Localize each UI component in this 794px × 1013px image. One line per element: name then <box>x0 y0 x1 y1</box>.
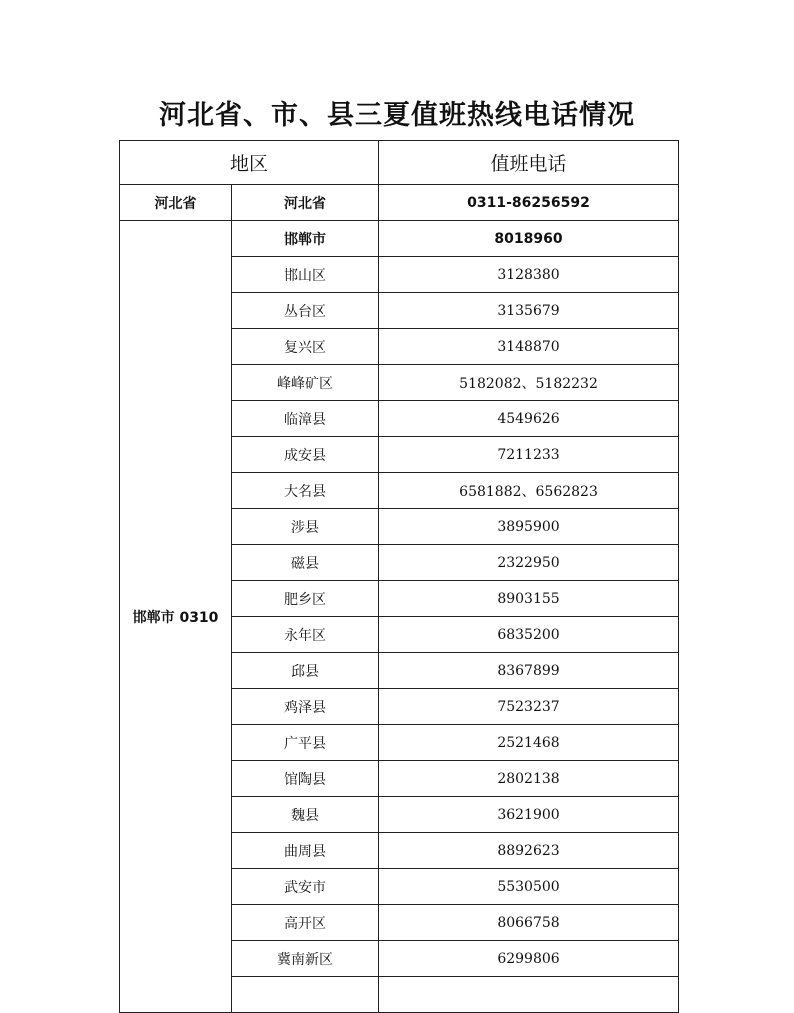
province-phone-cell: 0311-86256592 <box>379 185 679 221</box>
district-name-cell: 武安市 <box>232 869 379 905</box>
district-name-cell: 复兴区 <box>232 329 379 365</box>
district-name-cell: 曲周县 <box>232 833 379 869</box>
district-phone-cell: 2802138 <box>379 761 679 797</box>
district-phone-cell: 6299806 <box>379 941 679 977</box>
district-phone-cell: 8066758 <box>379 905 679 941</box>
header-region: 地区 <box>120 141 379 185</box>
table-row <box>120 221 679 257</box>
district-name-cell: 成安县 <box>232 437 379 473</box>
district-phone-cell: 7523237 <box>379 689 679 725</box>
district-name-cell: 广平县 <box>232 725 379 761</box>
district-phone-cell: 6581882、6562823 <box>379 473 679 509</box>
district-phone-cell: 3621900 <box>379 797 679 833</box>
district-name-cell: 馆陶县 <box>232 761 379 797</box>
page-title: 河北省、市、县三夏值班热线电话情况 <box>159 100 635 131</box>
district-name-cell: 高开区 <box>232 905 379 941</box>
city-cell: 邯郸市 0310 <box>120 221 232 1013</box>
district-phone-cell: 8018960 <box>379 221 679 257</box>
district-name-cell: 邯山区 <box>232 257 379 293</box>
district-name-cell: 峰峰矿区 <box>232 365 379 401</box>
district-name-cell: 魏县 <box>232 797 379 833</box>
table-body <box>120 141 679 1013</box>
district-name-cell: 大名县 <box>232 473 379 509</box>
district-phone-cell: 3148870 <box>379 329 679 365</box>
district-phone-cell: 3895900 <box>379 509 679 545</box>
district-phone-cell: 8892623 <box>379 833 679 869</box>
district-phone-cell: 8367899 <box>379 653 679 689</box>
district-name-cell: 永年区 <box>232 617 379 653</box>
province-row <box>120 185 679 221</box>
hotline-table <box>119 140 679 1013</box>
district-phone-cell: 4549626 <box>379 401 679 437</box>
district-name-cell: 邱县 <box>232 653 379 689</box>
district-name-cell: 临漳县 <box>232 401 379 437</box>
district-name-cell <box>232 977 379 1013</box>
header-row <box>120 141 679 185</box>
district-phone-cell: 2322950 <box>379 545 679 581</box>
district-phone-cell: 3128380 <box>379 257 679 293</box>
district-phone-cell: 5530500 <box>379 869 679 905</box>
province-cell: 河北省 <box>120 185 232 221</box>
district-name-cell: 邯郸市 <box>232 221 379 257</box>
district-phone-cell: 3135679 <box>379 293 679 329</box>
district-name-cell: 磁县 <box>232 545 379 581</box>
district-phone-cell: 6835200 <box>379 617 679 653</box>
district-phone-cell <box>379 977 679 1013</box>
district-name-cell: 鸡泽县 <box>232 689 379 725</box>
district-name-cell: 冀南新区 <box>232 941 379 977</box>
district-phone-cell: 2521468 <box>379 725 679 761</box>
province-name-cell: 河北省 <box>232 185 379 221</box>
district-name-cell: 肥乡区 <box>232 581 379 617</box>
district-phone-cell: 7211233 <box>379 437 679 473</box>
district-name-cell: 丛台区 <box>232 293 379 329</box>
district-phone-cell: 5182082、5182232 <box>379 365 679 401</box>
district-name-cell: 涉县 <box>232 509 379 545</box>
header-phone: 值班电话 <box>379 141 679 185</box>
district-phone-cell: 8903155 <box>379 581 679 617</box>
